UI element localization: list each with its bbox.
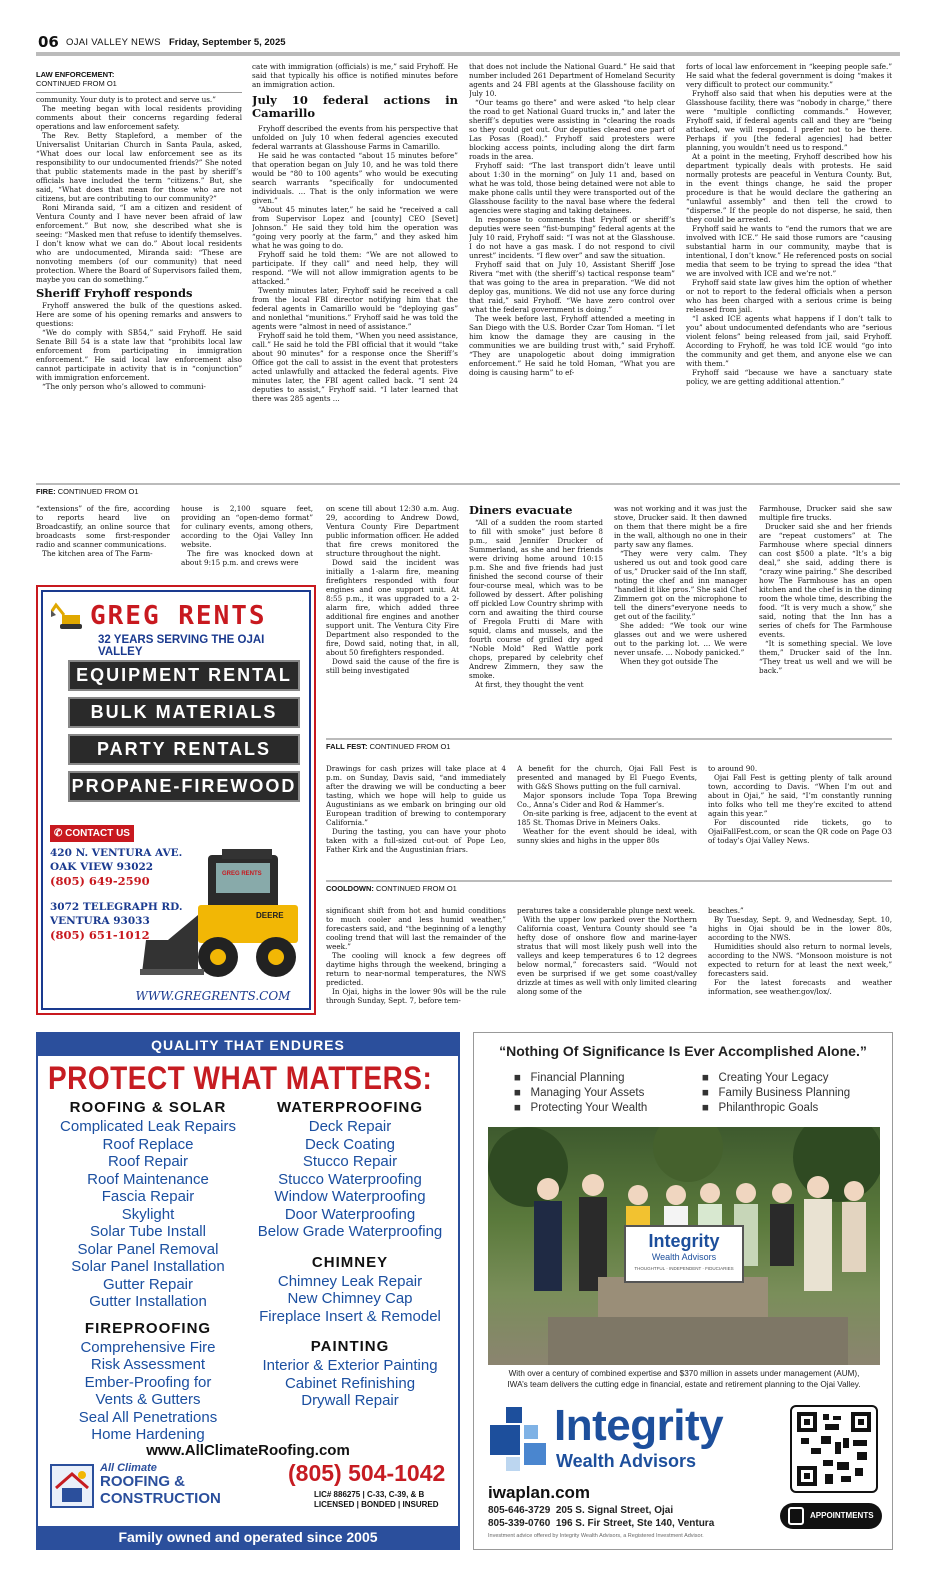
greg-tagline: 32 YEARS SERVING THE OJAI VALLEY [98,634,265,658]
fallfest-col-2: A benefit for the church, Ojai Fall Fest is presented and managed by El Fuego Events, with G&S Shows putting on the full carnival. Major sponsors include Topa Topa Brewing Co., Anna’s Cider and Rod & Hammer’s. On-site parking is free, adjacent to the event at 185 St. Thomas Drive in Meiners Oaks. Weather for the event should be ideal, with sunny skies and highs in the upper 80s [517,764,697,845]
integrity-logo-mark [490,1407,550,1471]
law-divider [36,92,242,93]
fire-col-4: Diners evacuate “All of a sudden the room started to fill with smoke” just before 8 p.m., said Jennifer Drucker of Summerland, as she and her friends were driving home around 10:15 p.m. She and five friends had just finished the second course of their four-course meal, which was to be followed by dessert. After polishing off pickled Low Country shrimp with corn and awaiting the third course of Fregola Frutti di Mare with squid, clams and mussels, and the fourth course of grilled dry aged “Noble Mold” Red Wattle pork chops, prepared by celebrity chef Andrew Zimmern, they saw the smoke. At first, they thought the vent [469,504,603,689]
greg-rents-ad[interactable] [36,585,316,1015]
machine-decal: GREG RENTS [222,871,262,877]
cooldown-col-2: peratures take a considerable plunge next week. With the upper low parked over the Northern California coast, Ventura County should see “a hefty dose of onshore flow and marine-layer stratus that will most likely push well into the valleys and keep temperatures 6 to 12 degrees below normal,” forecasters said. “Would not even be surprised if we get some coast/valley drizzle at times as well with only limited clearing along some of the [517,906,697,996]
fire-label: FIRE: CONTINUED FROM O1 [36,487,139,496]
roofing-section: ROOFING & SOLAR Complicated Leak Repairs Roof Replace Roof Repair Roof Maintenance Fascia Repair Skylight Solar Tube Install Solar Panel Removal Solar Panel Installation Gutter Repair Gutter Installation FIREPROOFING Comprehensive Fire Risk Assessment Ember-Proofing for Vents & Gutters Seal All Penetrations Home Hardening [60,1099,236,1443]
propane-firewood-label: PROPANE-FIREWOOD [68,771,300,802]
integrity-logo-sub: Wealth Advisors [556,1451,697,1471]
fire-top-rule [36,483,900,485]
climate-phone[interactable]: (805) 504-1042 [288,1460,446,1486]
integrity-ad[interactable] [473,1032,893,1550]
paper-name: OJAI VALLEY NEWS [66,37,161,48]
fire-col-3: on scene till about 12:30 a.m. Aug. 29, according to Andrew Dowd, Ventura County Fire Department public information officer. He added that fire crews monitored the structure throughout the night. Dowd said the incident was initially a 1-alarm fire, meaning firefighters responded with four engines and one support unit. At 8:55 p.m., it was upgraded to a 2-alarm fire, which added three additional fire engines and another support unit. The Ventura City Fire Department also responded to the fire, Dowd said, noting that, in all, about 50 firefighters responded. Dowd said the cause of the fire is still being investigated [326,504,459,675]
cooldown-col-1: significant shift from hot and humid conditions to much cooler and less humid weather,” forecasters said, and “the beginning of a lengthy cooling trend that will last the remainder of the week.” The cooling will knock a few degrees off daytime highs through the weekend, bringing a return to near-normal temperatures, the NWS predicted. In Ojai, highs in the lower 90s will be the rule through Sunday, Sept. 7, before tem- [326,906,506,1005]
law-subhead-fryhoff: Sheriff Fryhoff responds [36,286,193,300]
fire-col-5: was not working and it was just the stove, Drucker said. It then dawned on them that there might be a fire in the wall, although no one in their party saw any flames. “They were very calm. They ushered us out and took good care of us,” Drucker said of the Inn staff, noting the chef and inn manager “handled it like pros.” She said Chef Zimmern got on the microphone to tell the diners“everyone needs to get out of the facility.” She added: “We took our wine glasses out and we were ushered out to the parking lot. ... We were never unsafe. ... Nobody panicked.” When they got outside The [614,504,747,666]
services-right: ■ Creating Your Legacy ■ Family Business Planning ■ Philanthropic Goals [702,1072,851,1114]
phone-icon [788,1507,804,1525]
skid-steer-illustration [138,845,308,987]
integrity-caption: With over a century of combined expertise and $370 million in assets under management (AUM), IWA’s team delivers the cutting edge in financial, estate and retirement planning to the Ojai Valley. [507,1369,861,1389]
integrity-sign: Integrity Wealth Advisors THOUGHTFUL · INDEPENDENT · FIDUCIARIES [624,1225,744,1283]
climate-banner: QUALITY THAT ENDURES [38,1034,458,1056]
law-subhead-july10: July 10 federal actions in Camarillo [252,93,458,120]
law-col-4: forts of local law enforcement in “keeping people safe.” He said what the federal government is doing “makes it very difficult to protect our community.” Fryhoff also said that when his deputies were at the Glasshouse facility, there was “nobody in charge,” there were “multiple conflicting commands.” However, Fryhoff said, if federal agents call and they are “being attacked, we will respond. I prefer not to be there. Perhaps if you [the federal agencies] had better planning, you wouldn’t need us to respond.” At a point in the meeting, Fryhoff described how his department typically deals with protests. He said normally protests are peaceful in Ventura County. But, in the event things change, he said the proper procedure is that he would declare the gathering an “unlawful assembly” and then tell the crowd to “disperse.” If the people do not disperse, he said, then they could be arrested. Fryhoff said he wants to “end the rumors that we are involved with ICE.” He said those rumors are “causing substantial harm in our community, maybe that is intentional, I don’t know.” He referenced posts on social media that seem to be trying to spread the idea “that we are involved with ICE and we’re not.” Fryhoff said state law gives him the option of whether or not to report to the federal officials when a person who has been charged with a serious crime is being released from jail. “I asked ICE agents what happens if I don’t talk to you” about undocumented defendants who are “serious violent felons” being released from jail, said Fryhoff. According to Fryhoff, he was told ICE would “go into the community and get them, and anyone else we can with them.” Fryhoff said “because we have a sanctuary state policy, we are getting additional attention.” [686,62,892,386]
law-col-3: that does not include the National Guard.” He said that number included 261 Department of Homeland Security agents and 24 FBI agents at the Glasshouse facility on July 10. “Our teams go there” and were asked “to help clear the road to get National Guard trucks in,” and later the sheriff’s deputies were assisting in “clearing the roads so they could get out. Our deputies cleared one part of Las Posas (Road).” Fryhoff said protesters were blocking access points, including along the dirt farm roads in the area. Fryhoff said: “The last transport didn’t leave until about 1:30 in the morning” on July 11 and, based on what he was told, those being detained were not able to make phone calls until they were transported out of the Glasshouse facility to the naval base where the federal agencies were staging and taking detainees. In response to comments that Fryhoff or sheriff’s deputies were seen “fist-bumping” federal agents at the July 10 raid, Fryhoff said: “I was not at the Glasshouse. I do not have a gas mask. I do not respond to civil unrest” incidents. “I flew over” and saw the situation. Fryhoff said that on July 10, Assistant Sheriff Jose Rivera “met with (the sheriff’s) tactical response team” that was going to the area in preparation. “We did not deploy gas, munitions. We did not use any force during that raid,” said Fryhoff. “We have zero control over what the federal government is doing.” The week before last, Fryhoff attended a meeting in San Diego with the U.S. Border Czar Tom Homan. “I let him know the damage they are causing in the communities we are building trust with,” said Fryhoff. “They are unapologetic about doing immigration enforcement.” He said he told Homan, “What you are doing is causing harm” to ef- [469,62,675,377]
cooldown-label: COOLDOWN: CONTINUED FROM O1 [326,884,457,893]
integrity-quote: “Nothing Of Significance Is Ever Accomplished Alone.” [499,1043,867,1059]
integrity-disclaimer: Investment advice offered by Integrity Wealth Advisors, a Registered Investment Advisor. [488,1533,704,1539]
integrity-contacts: 805-646-3729 205 S. Signal Street, Ojai 805-339-0760 196 S. Fir Street, Ste 140, Ventura [488,1505,715,1529]
cooldown-col-3: beaches.” By Tuesday, Sept. 9, and Wednesday, Sept. 10, highs in Ojai should be in the lower 80s, according to the NWS. Humidities should also return to normal levels, according to the NWS. “Monsoon moisture is not expected to return for at least the next week,” forecasters said. For the latest forecasts and weather information, see weather.gov/lox/. [708,906,892,996]
appointments-button[interactable]: APPOINTMENTS [780,1503,882,1529]
fallfest-col-1: Drawings for cash prizes will take place at 4 p.m. on Sunday, Davis said, “and immediately after the drawing we will be conducting a beer tasting, which we hope will help to guide us Augustinians as we embark on bringing our old European tradition of brewing to contemporary California.” During the tasting, you can have your photo taken with a full-sized cut-out of Pope Leo, Father Kirk and the Augustinian friars. [326,764,506,854]
cooldown-top-rule [326,880,892,882]
greg-website[interactable]: WWW.GREGRENTS.COM [135,989,291,1003]
fire-col-1: “extensions” of the fire, according to reports heard live on Broadcastify, an online source that broadcasts some first-responder radio and scanner communications. The kitchen area of The Farm- [36,504,170,558]
fallfest-label: FALL FEST: CONTINUED FROM O1 [326,742,451,751]
fire-subhead-diners: Diners evacuate [469,504,573,517]
fallfest-top-rule [326,738,892,740]
contact-us-badge: ✆ CONTACT US [50,825,134,842]
machine-brand: DEERE [256,911,284,920]
climate-website[interactable]: www.AllClimateRoofing.com [146,1442,350,1459]
climate-logo: All Climate ROOFING & CONSTRUCTION [50,1462,250,1518]
equipment-rental-label: EQUIPMENT RENTAL [68,660,300,691]
excavator-icon [50,601,88,631]
party-rentals-label: PARTY RENTALS [68,734,300,765]
fallfest-col-3: to around 90. Ojai Fall Fest is getting plenty of talk around town, according to Davis. “When I’m out and about in Ojai,” he said, “I’m constantly running into folks who tell me they’re excited to attend again this year.” For discounted ride tickets, go to OjaiFallFest.com, or scan the QR code on Page O3 of today’s Ojai Valley News. [708,764,892,845]
climate-license: LIC# 886275 | C-33, C-39, & B LICENSED | BONDED | INSURED [314,1490,439,1509]
team-photo [488,1127,880,1365]
page-number: 06 [38,33,59,51]
fire-col-2: house is 2,100 square feet, providing an “open-demo format” for culinary events, among others, according to the Ojai Valley Inn website. The fire was knocked down at about 9:15 p.m. and crews were [181,504,313,567]
house-logo-icon [50,1464,94,1508]
integrity-website[interactable]: iwaplan.com [488,1483,591,1502]
bulk-materials-label: BULK MATERIALS [68,697,300,728]
all-climate-ad[interactable] [36,1032,460,1550]
paper-date: Friday, September 5, 2025 [169,37,286,48]
law-label: LAW ENFORCEMENT: CONTINUED FROM O1 [36,70,117,88]
services-left: ■ Financial Planning ■ Managing Your Assets ■ Protecting Your Wealth [514,1072,648,1114]
waterproofing-section: WATERPROOFING Deck Repair Deck Coating Stucco Repair Stucco Waterproofing Window Waterproofing Door Waterproofing Below Grade Waterproofing CHIMNEY Chimney Leak Repair New Chimney Cap Fireplace Insert & Remodel PAINTING Interior & Exterior Painting Cabinet Refinishing Drywall Repair [257,1099,443,1409]
law-col-1: community. Your duty is to protect and serve us.” The meeting began with local residents providing comments about their concerns regarding federal operations and law enforcement safety. The Rev. Betty Stapleford, a member of the Universalist Unitarian Church in Santa Paula, asked, “What does our local law enforcement see as its responsibility to our undocumented friends?” She noted that public statements made in the past by sheriff’s officials have included the term “citizens.” But, she said, “What does that mean for those who are not citizens, but are contributing to our community?” Roni Miranda said, “I am a citizen and resident of Ventura County and I have never been afraid of law enforcement.” But now, she described what she is seeing: “Masked men that refuse to identify themselves. I don’t know what we can do.” About local residents who are undocumented, Miranda said: “These are nonvoting members (of our community) that need protection. Where the Board of Supervisors failed them, maybe you can do something.” Sheriff Fryhoff responds Fryhoff answered the bulk of the questions asked. Here are some of his opening remarks and answers to questions: “We do comply with SB54,” said Fryhoff. He said Senate Bill 54 is a state law that “prohibits local law enforcement from participating in immigration enforcement.” He said local law enforcement also cannot participate in activity that is in “conjunction” with immigration enforcement. “The only person who’s allowed to communi- [36,95,242,391]
integrity-logo-name: Integrity [554,1401,724,1450]
climate-headline: PROTECT WHAT MATTERS: [48,1060,433,1096]
phone-icon: ✆ [54,828,66,839]
law-col-2: cate with immigration (officials) is me,” said Fryhoff. He said that typically his office is notified minutes before an immigration action. July 10 federal actions in Camarillo Fryhoff described the events from his perspective that unfolded on July 10 when federal agencies executed federal warrants at Glasshouse Farms in Camarillo. He said he was contacted “about 15 minutes before” that operation began on July 10, and he was told there would be “80 to 100 agents” who would be executing search warrants “specifically for undocumented individuals. ... That is the only information we were given.” “About 45 minutes later,” he said he “received a call from Supervisor Lopez and [county] CEO [Sevet] Johnson.” He said they told him the operation was “going very poorly at the farm,” and they asked him what he was going to do. Fryhoff said he told them: “We are not allowed to participate. If they call” and need help, they will respond. “We will not allow immigration agents to be attacked.” Twenty minutes later, Fryhoff said he received a call from the local FBI director notifying him that the federal agents in Camarillo would be “deploying gas” and nonlethal “munitions.” Fryhoff said he was told the agents were “almost in need of assistance.” Fryhoff said he told them, “When you need assistance, call.” He said he told the FBI official that it would “take about 90 minutes” for a response once the Sheriff’s Office got the call to assist in the event that protesters acted unlawfully and attacked the federal agents. Five minutes later, the FBI agent called back. “I sent 24 deputies to assist,” Fryhoff said. “I later learned that there was 285 agents ... [252,62,458,403]
greg-contact: 420 N. VENTURA AVE. OAK VIEW 93022 (805) 649-2590 3072 TELEGRAPH RD. VENTURA 93033 (805) 651-1012 [50,847,183,942]
greg-brand: GREG RENTS [90,601,267,631]
header-rule [36,52,900,56]
fire-col-6: Farmhouse, Drucker said she saw multiple fire trucks. Drucker said she and her friends are “repeat customers” at The Farmhouse where special dinners can cost $500 a plate. “It’s a big deal,” she said, adding there is “crazy wine pairing.” She described how The Farmhouse has an open kitchen and the chef is in the dining room the whole time, describing the food. “It is very much a show,” she said, noting that the Inn has a series of chefs for The Farmhouse events. “It is something special. We love them,” Drucker said of the Inn. “They treat us well and we will be back.” [759,504,892,675]
climate-footer: Family owned and operated since 2005 [38,1526,458,1548]
qr-code-icon[interactable] [790,1405,878,1493]
page-header [36,33,900,53]
